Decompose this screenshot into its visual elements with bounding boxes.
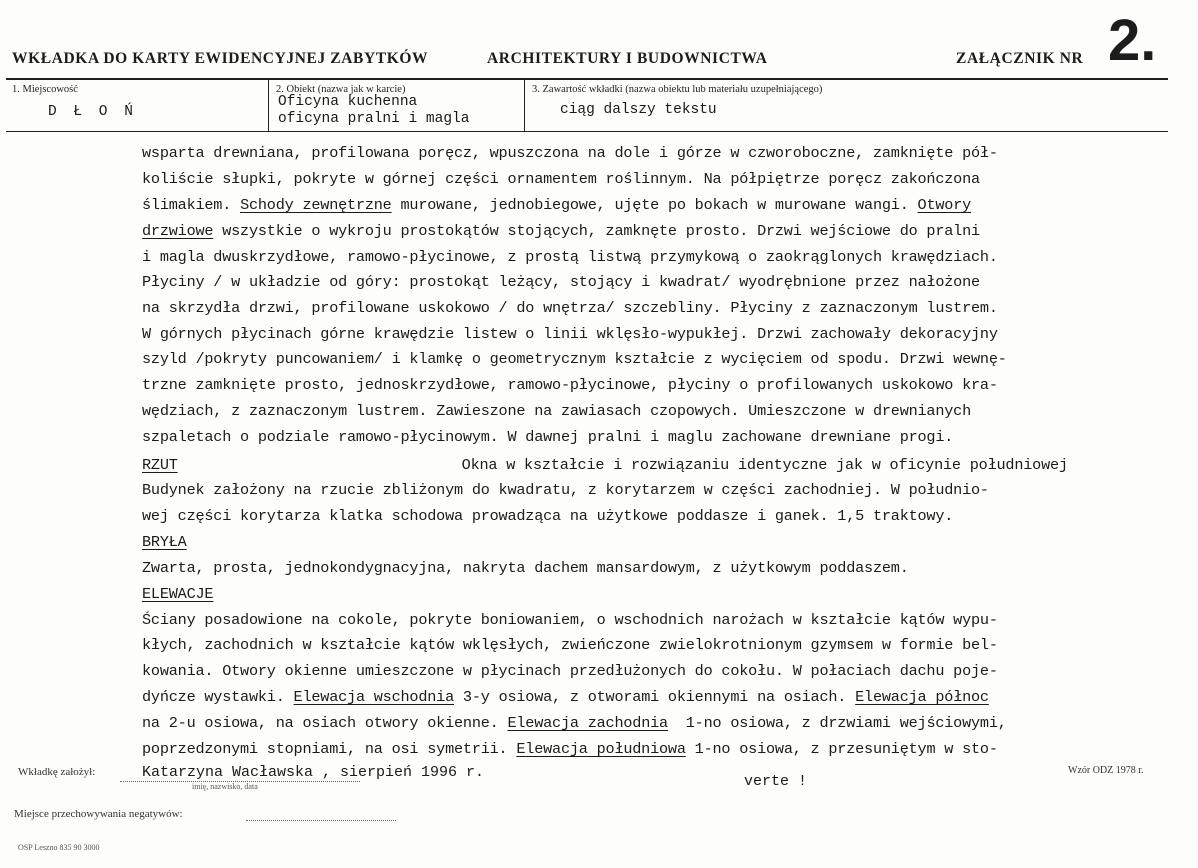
text-run: 1-no osiowa, z drzwiami wejściowymi, [667,714,1007,732]
body-line [142,740,998,764]
negatives-dotted-line [246,820,396,821]
field-1-label: 1. Miejscowość [12,84,78,95]
body-line [142,456,1068,480]
body-line: koliście słupki, pokryte w górnej części ornamentem roślinnym. Na półpiętrze poręcz zakończona [142,170,980,188]
body-line: wędziach, z zaznaczonym lustrem. Zawieszone na zawiasach czopowych. Umieszczone w drewnianych [142,402,972,420]
text-run: murowane, jednobiegowe, ujęte po bokach w murowane wangi. [391,196,918,214]
made-by-label: Wkładkę założył: [18,766,96,778]
verte-note: verte ! [744,773,808,790]
text-run: na 2-u osiowa, na osiach otwory okienne. [142,714,508,732]
text-run: 1-no osiowa, z przesuniętym w sto- [685,740,998,758]
subheading-schody: Schody zewnętrzne [240,196,392,214]
body-line: Płyciny / w układzie od góry: prostokąt leżący, stojący i kwadrat/ wyodrębnione przez nałożone [142,273,980,291]
body-line: W górnych płycinach górne krawędzie listew o linii wklęsło-wypukłej. Drzwi zachowały dekoracyjny [142,325,998,343]
attachment-number: 2. [1108,8,1157,73]
printer-imprint: OSP Leszno 835 90 3000 [18,843,100,852]
field-divider-2 [524,79,525,131]
body-line: szyld /pokryty puncowaniem/ i klamkę o geometrycznym kształcie z wycięciem od spodu. Drzwi wewnę- [142,350,1007,368]
body-line: i magla dwuskrzydłowe, ramowo-płycinowe, z prostą listwą przymykową o zaokrąglonych krawędziach. [142,248,998,266]
field-2-label: 2. Obiekt (nazwa jak w karcie) [276,84,406,95]
body-line: szpaletach o podziale ramowo-płycinowym. W dawnej pralni i maglu zachowane drewniane progi. [142,428,954,446]
body-line: trzne zamknięte prosto, jednoskrzydłowe, ramowo-płycinowe, płyciny o profilowanych uskokowo kra- [142,376,998,394]
made-by-value: Katarzyna Wacławska , sierpień 1996 r. [142,764,485,781]
subheading-elewacja-polnocna: Elewacja północ [855,688,989,706]
text-run: poprzedzonymi stopniami, na osi symetrii. [142,740,517,758]
body-line: wej części korytarza klatka schodowa prowadząca na użytkowe poddasze i ganek. 1,5 traktowy. [142,507,954,525]
form-title-continuation: ARCHITEKTURY I BUDOWNICTWA [487,50,768,67]
field-2-value-line-1: Oficyna kuchenna [278,94,418,110]
field-1-value: D Ł O Ń [48,104,137,120]
section-heading-elewacje: ELEWACJE [142,585,214,603]
text-run: Okna w kształcie i rozwiązaniu identyczne jak w oficynie południowej [461,456,1068,474]
header-rule [6,78,1168,80]
text-run: wszystkie o wykroju prostokątów stojących, zamknęte prosto. Drzwi wejściowe do pralni [213,222,980,240]
fields-bottom-rule [6,131,1168,132]
section-heading-rzut: RZUT [142,456,178,474]
body-line: wsparta drewniana, profilowana poręcz, wpuszczona na dole i górze w czworoboczne, zamknięte pół- [142,144,998,162]
body-line: kłych, zachodnich w kształcie kątów wklęsłych, zwieńczone zwielokrotnionym gzymsem w formie bel- [142,636,998,654]
made-by-caption: imię, nazwisko, data [192,782,258,791]
subheading-elewacja-wschodnia: Elewacja wschodnia [293,688,454,706]
attachment-label: ZAŁĄCZNIK NR [956,50,1084,67]
body-line: kowania. Otwory okienne umieszczone w płycinach przedłużonych do cokołu. W połaciach dachu poje- [142,662,998,680]
body-line: na skrzydła drzwi, profilowane uskokowo / do wnętrza/ szczebliny. Płyciny z zaznaczonym lustrem. [142,299,998,317]
body-line: Ściany posadowione na cokole, pokryte boniowaniem, o wschodnich narożach w kształcie kątów wypu- [142,611,998,629]
form-reference: Wzór ODZ 1978 r. [1068,765,1144,776]
body-line [142,714,1007,738]
subheading-elewacja-zachodnia: Elewacja zachodnia [507,714,668,732]
body-line [142,222,980,246]
body-line: Budynek założony na rzucie zbliżonym do kwadratu, z korytarzem w części zachodniej. W południo- [142,481,989,499]
text-run: ślimakiem. [142,196,241,214]
subheading-otwory: Otwory [917,196,972,214]
subheading-elewacja-poludniowa: Elewacja południowa [516,740,686,758]
field-divider-1 [268,79,269,131]
field-2-value-line-2: oficyna pralni i magla [278,111,470,127]
body-line [142,688,989,712]
form-title: WKŁADKA DO KARTY EWIDENCYJNEJ ZABYTKÓW [12,50,429,67]
form-header [0,8,1198,78]
text-run: 3-y osiowa, z otworami okiennymi na osiach. [454,688,856,706]
body-line: Zwarta, prosta, jednokondygnacyjna, nakryta dachem mansardowym, z użytkowym poddaszem. [142,559,909,577]
negatives-label: Miejsce przechowywania negatywów: [14,808,183,820]
section-heading-bryla: BRYŁA [142,533,187,551]
field-3-value: ciąg dalszy tekstu [560,102,717,118]
body-line [142,196,971,220]
subheading-drzwiowe: drzwiowe [142,222,214,240]
field-3-label: 3. Zawartość wkładki (nazwa obiektu lub materiału uzupełniającego) [532,84,823,95]
text-run: dyńcze wystawki. [142,688,294,706]
